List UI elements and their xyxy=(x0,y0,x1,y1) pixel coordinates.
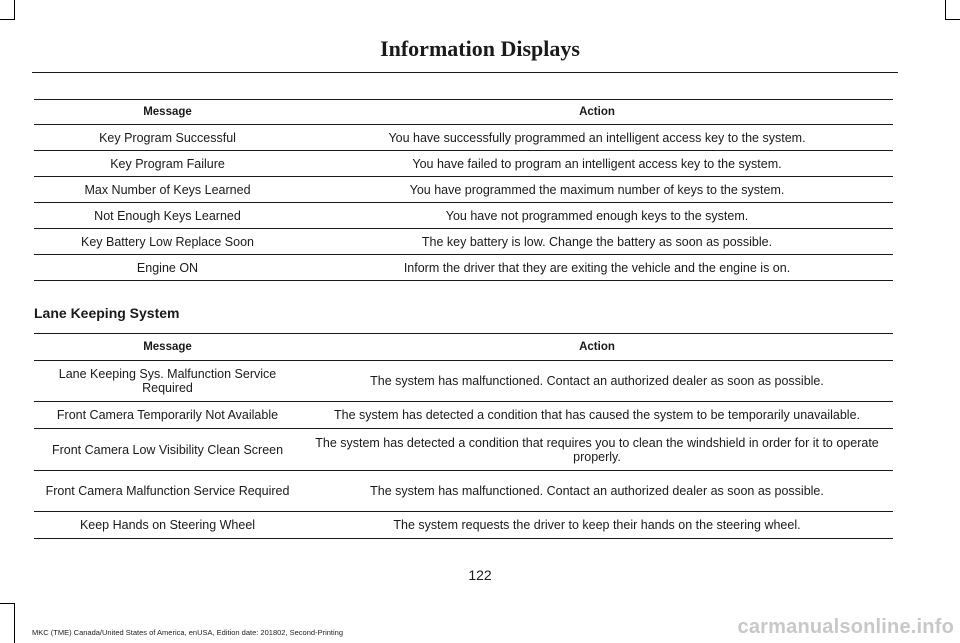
edition-footer: MKC (TME) Canada/United States of America, enUSA, Edition date: 201802, Second-Printing xyxy=(32,628,343,637)
page-number: 122 xyxy=(468,567,492,583)
table-row xyxy=(34,151,893,177)
action-cell: The system has malfunctioned. Contact an authorized dealer as soon as possible. xyxy=(301,361,893,402)
crop-mark-top-left-h xyxy=(0,19,15,20)
action-cell: The system requests the driver to keep their hands on the steering wheel. xyxy=(301,512,893,539)
crop-mark-bottom-left-v xyxy=(14,603,15,643)
message-cell: Key Battery Low Replace Soon xyxy=(34,229,301,255)
action-cell: The system has detected a condition that requires you to clean the windshield in order for it to operate properly. xyxy=(301,429,893,471)
crop-mark-top-right-h xyxy=(945,19,960,20)
title-divider xyxy=(32,72,898,73)
action-cell: You have successfully programmed an intelligent access key to the system. xyxy=(301,125,893,151)
table-row xyxy=(34,125,893,151)
table-row xyxy=(34,255,893,281)
message-cell: Key Program Failure xyxy=(34,151,301,177)
message-cell: Engine ON xyxy=(34,255,301,281)
message-cell: Front Camera Malfunction Service Required xyxy=(34,471,301,512)
crop-mark-bottom-left-h xyxy=(0,603,15,604)
message-cell: Key Program Successful xyxy=(34,125,301,151)
table-row xyxy=(34,402,893,429)
action-cell: You have not programmed enough keys to the system. xyxy=(301,203,893,229)
column-header-message: Message xyxy=(34,334,301,361)
table-row xyxy=(34,177,893,203)
page-title: Information Displays xyxy=(380,36,580,61)
crop-mark-top-right-v xyxy=(945,0,946,20)
action-cell: Inform the driver that they are exiting the vehicle and the engine is on. xyxy=(301,255,893,281)
table-row xyxy=(34,429,893,471)
message-cell: Front Camera Low Visibility Clean Screen xyxy=(34,429,301,471)
action-cell: The system has detected a condition that has caused the system to be temporarily unavailable. xyxy=(301,402,893,429)
message-cell: Max Number of Keys Learned xyxy=(34,177,301,203)
table-row xyxy=(34,229,893,255)
message-cell: Front Camera Temporarily Not Available xyxy=(34,402,301,429)
action-cell: You have programmed the maximum number of keys to the system. xyxy=(301,177,893,203)
message-cell: Not Enough Keys Learned xyxy=(34,203,301,229)
watermark: carmanualsonline.info xyxy=(737,616,954,638)
table-header-row xyxy=(34,100,893,125)
table-header-row xyxy=(34,334,893,361)
message-cell: Keep Hands on Steering Wheel xyxy=(34,512,301,539)
table-row xyxy=(34,471,893,512)
lane-keeping-messages-table xyxy=(34,333,893,539)
crop-mark-top-left-v xyxy=(14,0,15,20)
message-cell: Lane Keeping Sys. Malfunction Service Required xyxy=(34,361,301,402)
table-row xyxy=(34,512,893,539)
column-header-action: Action xyxy=(301,100,893,125)
table-row xyxy=(34,361,893,402)
table-row xyxy=(34,203,893,229)
section-heading: Lane Keeping System xyxy=(34,305,180,321)
action-cell: The system has malfunctioned. Contact an authorized dealer as soon as possible. xyxy=(301,471,893,512)
key-messages-table xyxy=(34,99,893,281)
action-cell: You have failed to program an intelligent access key to the system. xyxy=(301,151,893,177)
column-header-message: Message xyxy=(34,100,301,125)
column-header-action: Action xyxy=(301,334,893,361)
action-cell: The key battery is low. Change the battery as soon as possible. xyxy=(301,229,893,255)
